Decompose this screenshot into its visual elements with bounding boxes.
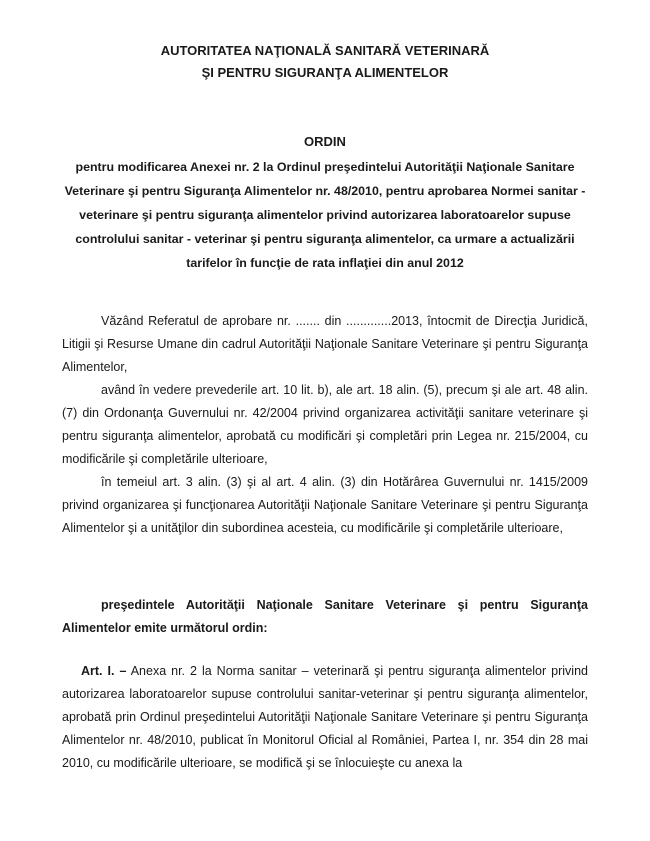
- consideration-paragraph: în temeiul art. 3 alin. (3) şi al art. 4 alin. (3) din Hotărârea Guvernului nr. 1415/2009 privind organizarea şi funcţionarea Autorităţii Naţionale Sanitare Veterinare şi pentru Siguranţa Alimentelor şi a unităţilor din subordinea acesteia, cu modificările şi completările ulterioare,: [62, 475, 588, 535]
- article-1-paragraph: [62, 660, 588, 775]
- decision-statement: preşedintele Autorităţii Naţionale Sanitare Veterinare şi pentru Siguranţa Alimentelor emite următorul ordin:: [62, 598, 588, 635]
- consideration-paragraph: Văzând Referatul de aprobare nr. ....... din .............2013, întocmit de Direcţia Juridică, Litigii şi Resurse Umane din cadrul Autorităţii Naţionale Sanitare Veterinare şi pentru Siguranţa Alimentelor,: [62, 314, 588, 374]
- considerations-section: [62, 310, 588, 540]
- authority-name-line-1: AUTORITATEA NAŢIONALĂ SANITARĂ VETERINARĂ: [160, 43, 490, 58]
- article-1-text: Anexa nr. 2 la Norma sanitar – veterinară şi pentru siguranţa alimentelor privind autorizarea laboratoarelor supuse controlului sanitar-veterinar şi pentru siguranţa alimentelor, aprobată prin Ordinul preşedintelui Autorităţii Naţionale Sanitare Veterinare şi pentru Siguranţa Alimentelor nr. 48/2010, publicat în Monitorul Oficial al României, Partea I, nr. 354 din 28 mai 2010, cu modificările ulterioare, se modifică şi se înlocuieşte cu anexa la: [62, 664, 588, 770]
- consideration-paragraph: având în vedere prevederile art. 10 lit. b), ale art. 18 alin. (5), precum şi ale art. 48 alin. (7) din Ordonanţa Guvernului nr. 42/2004 privind organizarea activităţii sanitare veterinare şi pentru siguranţa alimentelor, aprobată cu modificări şi completări prin Legea nr. 215/2004, cu modificările şi completările ulterioare,: [62, 383, 588, 466]
- order-subtitle: pentru modificarea Anexei nr. 2 la Ordinul preşedintelui Autorităţii Naţionale Sanitare Veterinare şi pentru Siguranţa Alimentelor nr. 48/2010, pentru aprobarea Normei sanitar - veterinare şi pentru siguranţa alimentelor privind autorizarea laboratoarelor supuse controlului sanitar - veterinar şi pentru siguranţa alimentelor, ca urmare a actualizării tarifelor în funcţie de rata inflaţiei din anul 2012: [64, 160, 586, 270]
- article-1-label: Art. I. –: [81, 664, 127, 678]
- order-title: ORDIN: [304, 134, 346, 149]
- article-1: [62, 660, 588, 775]
- authority-name-line-2: ŞI PENTRU SIGURANŢA ALIMENTELOR: [201, 65, 449, 80]
- authority-header: [0, 40, 650, 84]
